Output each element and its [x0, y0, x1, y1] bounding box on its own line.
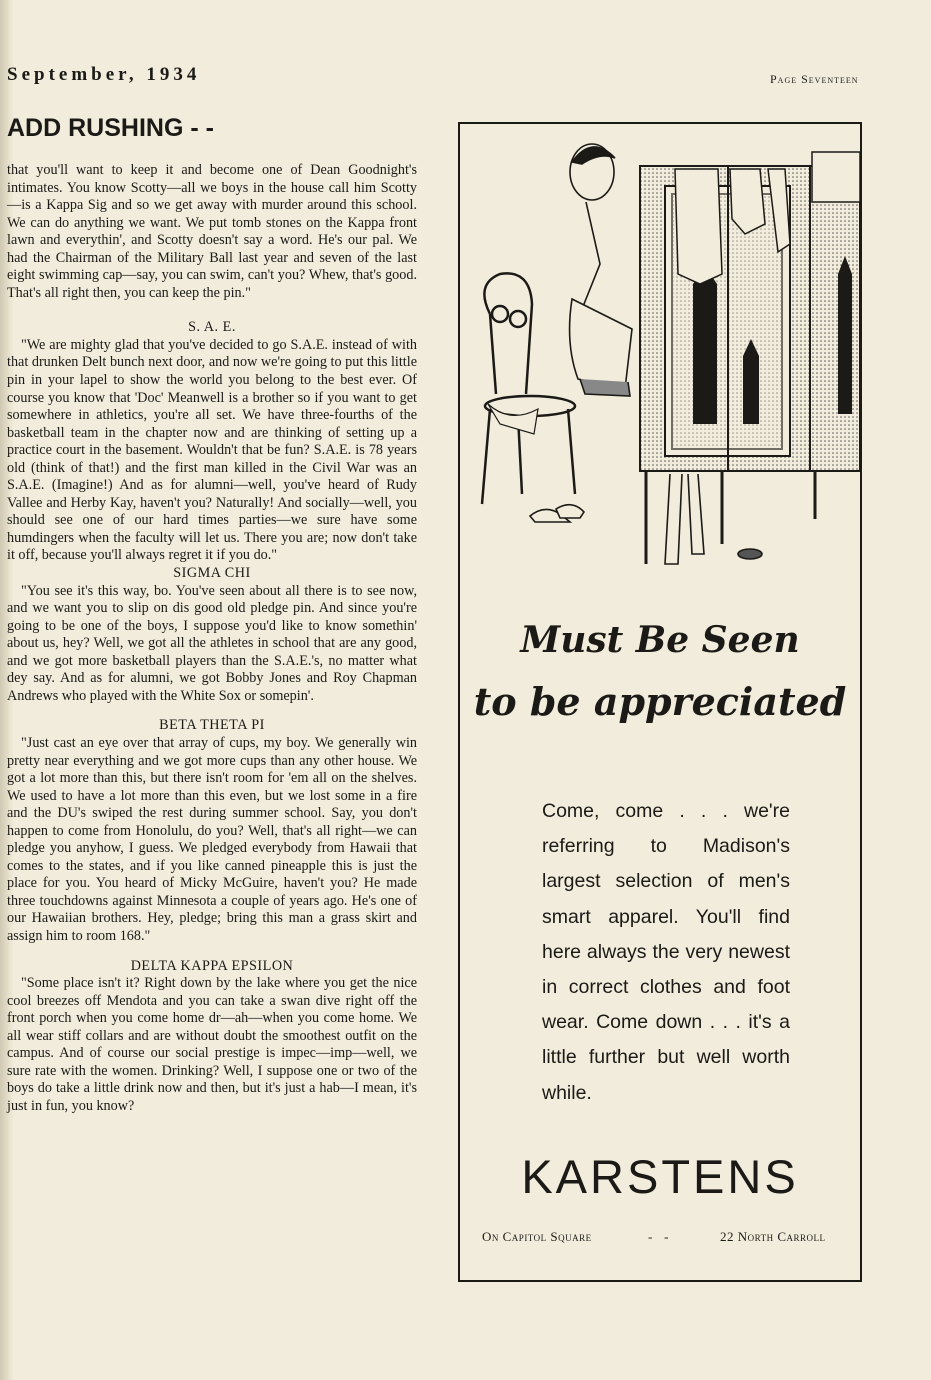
issue-date: September, 1934 [7, 64, 201, 85]
section-text-beta-theta-pi: "Just cast an eye over that array of cups, my boy. We generally win pretty near everything and we got more cups than any other house. We got a lot more than this, but there isn't room for 'em all on the shelves. We used to have a lot more than this even, but we lost some in a fire and the DU's swiped the rest during summer school. Say, you don't happen to come from Honolulu, do you? Well, that's all right—we can pledge you anyhow, I guess. We pledged everybody from Hawaii that comes to the states, and if you like canned pineapple this is just the place for you. You heard of Micky McGuire, haven't you? He made three touchdowns against Minnesota a couple of years ago. He's one of our Hawaiian brothers. Hey, pledge; bring this man a grass skirt and assign him to room 168." [7, 734, 417, 944]
article-intro: that you'll want to keep it and become one of Dean Goodnight's intimates. You know Scotty—all we boys in the house call him Scotty—is a Kappa Sig and so we get away with murder around this school. We can do anything we want. We put tomb stones on the Kappa front lawn and everythin', and Scotty doesn't say a word. He's our pal. We had the Chairman of the Military Ball last year and seven of the last eight swimming cap—say, you can swim, can't you? Whew, that's good. That's all right then, you can keep the pin." [7, 162, 417, 301]
ad-headline-2: to be appreciated [473, 679, 847, 724]
section-heading-dke: DELTA KAPPA EPSILON [130, 957, 294, 974]
address-left: On Capitol Square [482, 1229, 592, 1244]
ad-headline-1: Must Be Seen [520, 619, 800, 661]
section-text-sae: "We are mighty glad that you've decided to go S.A.E. instead of with that drunken Delt bunch next door, and now we're going to put this little pin in your lapel to show the world you belong to the best ever. Of course you know that 'Doc' Meanwell is a brother so if you want to get somewhere in athletics, you're all set. We have three-fourths of the basketball team in the chapter now and are thinking of setting up a practice court in the basement. Wouldn't that be fun? S.A.E. is 78 years old (think of that!) and the first man killed in the Civil War was an S.A.E. (Imagine!) And as for alumni—well, you've heard of Rudy Vallee and Herby Kay, haven't you? Naturally! And socially—well, you should see one of our hard times parties—we sure have some humdingers when the faculty will let us. There you are; now don't take it off, because you'll always regret it if you do." [7, 336, 417, 564]
article-column [7, 162, 417, 1115]
page-number: Page Seventeen [770, 72, 859, 86]
section-heading-sae: S. A. E. [188, 319, 236, 336]
section-heading-sigma-chi: SIGMA CHI [173, 565, 251, 582]
ad-illustration [460, 124, 860, 584]
section-text-sigma-chi: "You see it's this way, bo. You've seen about all there is to see now, and we want you to slip on dis good old pledge pin. And since you're going to be one of the boys, I suppose you'd like to know somethin' about us, hey? Well, we got all the athletes in school that are any good, and we got more basketball players than the S.A.E.'s, no matter what dey say. And as for alumni, we got Bobby Jones and Roy Chapman Andrews who played with the White Sox or somepin'. [7, 582, 417, 704]
address-separator: - - [648, 1229, 669, 1244]
karstens-advertisement [458, 122, 862, 1282]
address-right: 22 North Carroll [720, 1229, 826, 1244]
article-title: ADD RUSHING - - [7, 114, 214, 142]
chair [482, 273, 575, 504]
section-heading-beta-theta-pi: BETA THETA PI [159, 717, 265, 734]
section-text-dke: "Some place isn't it? Right down by the lake where you get the nice cool breezes off Mendota and you can take a swan dive right off the front porch when you come home dr—ah—when you come home. We all wear stiff collars and are without doubt the smoothest outfit on the campus. And of course our social prestige is impec—imp—well, we sure rate with the women. Drinking? Well, I suppose one or two of the boys do take a little drink now and then, but it's just a hab—I mean, it's just in fun, you know? [7, 975, 417, 1114]
brand-name: KARSTENS [521, 1150, 799, 1203]
ad-body-copy: Come, come . . . we're referring to Madison's largest selection of men's smart apparel. You'll find here always the very newest in correct clothes and foot wear. Come down . . . it's a little further but well worth while. [542, 800, 790, 1104]
